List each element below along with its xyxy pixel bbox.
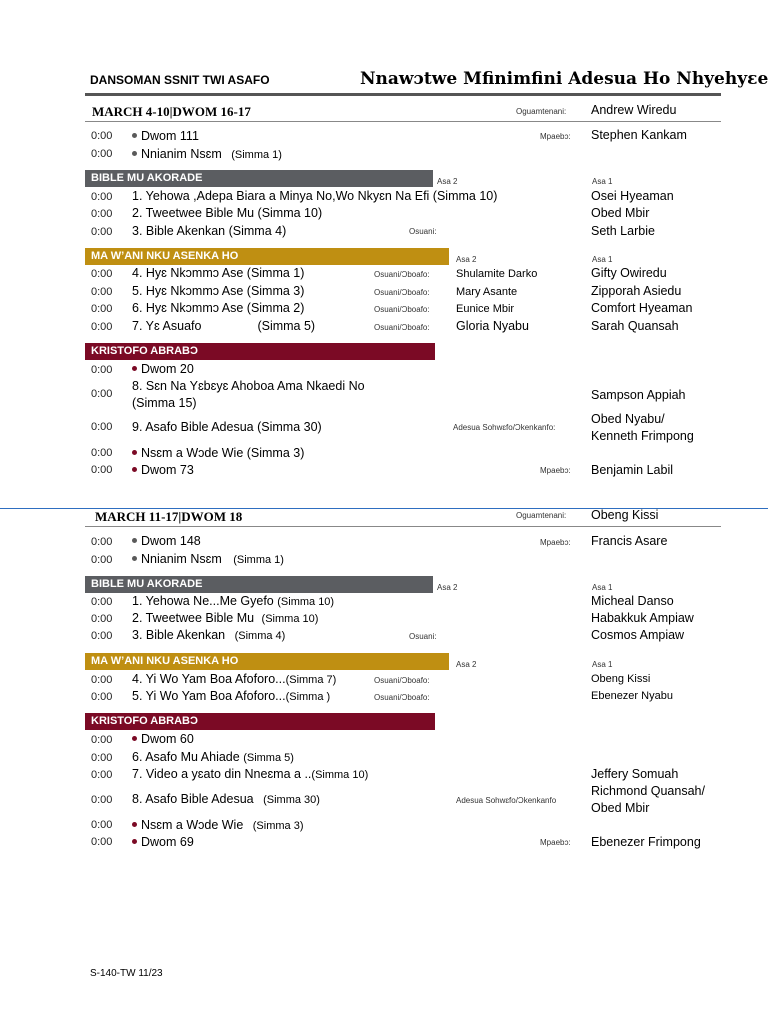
chairman-label: Oguamtenani: (516, 107, 567, 116)
conductor-reader-label: Adesua Sohwɛfo/Ɔkenkanfo: (453, 423, 556, 432)
section-ministry: MA W’ANI NKU ASENKA HO (85, 248, 449, 265)
time: 0:00 (91, 630, 113, 642)
time: 0:00 (91, 769, 113, 781)
prayer-name: Stephen Kankam (591, 128, 687, 142)
song-item: Dwom 73 (132, 463, 194, 477)
time: 0:00 (91, 130, 113, 142)
living-item-duration: (Simma 15) (132, 396, 197, 410)
assignee-name: Osei Hyeaman (591, 189, 674, 203)
ministry-item: 7. Yɛ Asuafo (Simma 5) (132, 319, 316, 333)
week-title: MARCH 11-17|DWOM 18 (95, 509, 243, 524)
bullet-icon (132, 556, 137, 561)
hall1-name: Sarah Quansah (591, 319, 679, 333)
hall2-label: Asa 2 (437, 583, 458, 592)
bullet-icon (132, 736, 137, 741)
prayer-label: Mpaebɔ: (540, 466, 571, 475)
hall1-label: Asa 1 (592, 177, 613, 186)
form-code: S-140-TW 11/23 (90, 968, 163, 979)
section-ministry: MA W’ANI NKU ASENKA HO (85, 653, 449, 670)
song-item: Dwom 60 (132, 732, 194, 746)
hall1-name: Gifty Owiredu (591, 266, 667, 280)
cbs-item: 9. Asafo Bible Adesua (Simma 30) (132, 420, 322, 434)
prayer-label: Mpaebɔ: (540, 132, 571, 141)
prayer-label: Mpaebɔ: (540, 538, 571, 547)
conductor-name: Obed Nyabu/ (591, 412, 665, 426)
opening-comments: Nnianim Nsɛm (Simma 1) (132, 147, 282, 161)
bullet-icon (132, 467, 137, 472)
talk-item: 1. Yehowa ,Adepa Biara a Minya No,Wo Nkyɛn Na Efi (Simma 10) (132, 189, 498, 203)
living-item: 6. Asafo Mu Ahiade (Simma 5) (132, 750, 294, 764)
time: 0:00 (91, 794, 113, 806)
hall1-label: Asa 1 (592, 583, 613, 592)
conductor-reader-label: Adesua Sohwɛfo/Ɔkenkanfo (456, 796, 557, 805)
hall1-label: Asa 1 (592, 255, 613, 264)
header-rule (85, 93, 721, 96)
song-item: Dwom 20 (132, 362, 194, 376)
prayer-name: Benjamin Labil (591, 463, 673, 477)
week-rule (85, 121, 721, 122)
time: 0:00 (91, 208, 113, 220)
conductor-name: Richmond Quansah/ (591, 784, 705, 798)
student-assistant-label: Osuani/Ɔboafo: (374, 676, 430, 685)
student-assistant-label: Osuani/Ɔboafo: (374, 323, 430, 332)
reader-name: Kenneth Frimpong (591, 429, 694, 443)
hall1-label: Asa 1 (592, 660, 613, 669)
chairman-name: Obeng Kissi (591, 508, 659, 522)
time: 0:00 (91, 596, 113, 608)
section-treasures: BIBLE MU AKORADE (85, 170, 433, 187)
cbs-item: 8. Asafo Bible Adesua (Simma 30) (132, 792, 320, 806)
student-assistant-label: Osuani/Ɔboafo: (374, 693, 430, 702)
time: 0:00 (91, 321, 113, 333)
congregation-name: DANSOMAN SSNIT TWI ASAFO (90, 73, 270, 87)
concluding-comments: Nsɛm a Wɔde Wie (Simma 3) (132, 446, 304, 460)
time: 0:00 (91, 226, 113, 238)
reader-name: Obed Mbir (591, 801, 650, 815)
student-assistant-label: Osuani/Ɔboafo: (374, 305, 430, 314)
prayer-label: Mpaebɔ: (540, 838, 571, 847)
talk-item: 1. Yehowa Ne...Me Gyefo (Simma 10) (132, 594, 335, 608)
song-item: Dwom 111 (132, 129, 199, 143)
time: 0:00 (91, 191, 113, 203)
hall2-label: Asa 2 (456, 255, 477, 264)
chairman-label: Oguamtenani: (516, 511, 567, 520)
assignee-name: Seth Larbie (591, 224, 655, 238)
week-title: MARCH 4-10|DWOM 16-17 (92, 104, 251, 119)
prayer-name: Francis Asare (591, 534, 668, 548)
hall2-name: Shulamite Darko (456, 268, 538, 280)
living-item: 7. Video a yɛato din Nneɛma a ..(Simma 10) (132, 767, 369, 781)
time: 0:00 (91, 819, 113, 831)
song-item: Dwom 148 (132, 534, 201, 548)
bullet-icon (132, 450, 137, 455)
student-label: Osuani: (409, 632, 437, 641)
hall1-name: Zipporah Asiedu (591, 284, 682, 298)
time: 0:00 (91, 303, 113, 315)
bullet-icon (132, 822, 137, 827)
hall2-label: Asa 2 (456, 660, 477, 669)
bullet-icon (132, 839, 137, 844)
bullet-icon (132, 133, 137, 138)
hall2-name: Mary Asante (456, 286, 518, 298)
time: 0:00 (91, 536, 113, 548)
time: 0:00 (91, 421, 113, 433)
gems-item: 2. Tweetwee Bible Mu (Simma 10) (132, 206, 323, 220)
time: 0:00 (91, 674, 113, 686)
assignee-name: Obed Mbir (591, 206, 650, 220)
time: 0:00 (91, 734, 113, 746)
hall2-name: Eunice Mbir (456, 303, 515, 315)
section-living: KRISTOFO ABRABƆ (85, 343, 435, 360)
time: 0:00 (91, 364, 113, 376)
time: 0:00 (91, 148, 113, 160)
time: 0:00 (91, 464, 113, 476)
time: 0:00 (91, 613, 113, 625)
time: 0:00 (91, 286, 113, 298)
hall2-name: Gloria Nyabu (456, 319, 529, 333)
time: 0:00 (91, 388, 113, 400)
opening-comments: Nnianim Nsɛm (Simma 1) (132, 552, 284, 566)
ministry-item: 6. Hyɛ Nkɔmmɔ Ase (Simma 2) (132, 301, 305, 315)
assignee-name: Cosmos Ampiaw (591, 628, 685, 642)
time: 0:00 (91, 691, 113, 703)
ministry-item: 5. Yi Wo Yam Boa Afoforo...(Simma ) (132, 689, 331, 703)
page-title: Nnawɔtwe Mfinimfini Adesua Ho Nhyehyɛe (360, 69, 768, 89)
student-assistant-label: Osuani/Ɔboafo: (374, 270, 430, 279)
ministry-item: 4. Yi Wo Yam Boa Afoforo...(Simma 7) (132, 672, 337, 686)
living-item: 8. Sɛn Na Yɛbɛyɛ Ahoboa Ama Nkaedi No (132, 379, 365, 393)
gems-item: 2. Tweetwee Bible Mu (Simma 10) (132, 611, 319, 625)
time: 0:00 (91, 836, 113, 848)
time: 0:00 (91, 752, 113, 764)
student-assistant-label: Osuani/Ɔboafo: (374, 288, 430, 297)
assignee-name: Habakkuk Ampiaw (591, 611, 694, 625)
section-treasures: BIBLE MU AKORADE (85, 576, 433, 593)
time: 0:00 (91, 268, 113, 280)
assignee-name: Sampson Appiah (591, 388, 686, 402)
chairman-name: Andrew Wiredu (591, 103, 677, 117)
student-label: Osuani: (409, 227, 437, 236)
hall2-label: Asa 2 (437, 177, 458, 186)
hall1-name: Comfort Hyeaman (591, 301, 693, 315)
week-rule (85, 526, 721, 527)
prayer-name: Ebenezer Frimpong (591, 835, 701, 849)
ministry-item: 4. Hyɛ Nkɔmmɔ Ase (Simma 1) (132, 266, 305, 280)
bible-reading-item: 3. Bible Akenkan (Simma 4) (132, 224, 287, 238)
section-living: KRISTOFO ABRABƆ (85, 713, 435, 730)
song-item: Dwom 69 (132, 835, 194, 849)
bullet-icon (132, 366, 137, 371)
ministry-item: 5. Hyɛ Nkɔmmɔ Ase (Simma 3) (132, 284, 305, 298)
bullet-icon (132, 538, 137, 543)
hall1-name: Obeng Kissi (591, 673, 651, 685)
bullet-icon (132, 151, 137, 156)
assignee-name: Jeffery Somuah (591, 767, 679, 781)
assignee-name: Micheal Danso (591, 594, 674, 608)
concluding-comments: Nsɛm a Wɔde Wie (Simma 3) (132, 818, 304, 832)
bible-reading-item: 3. Bible Akenkan (Simma 4) (132, 628, 286, 642)
time: 0:00 (91, 554, 113, 566)
hall1-name: Ebenezer Nyabu (591, 690, 673, 702)
time: 0:00 (91, 447, 113, 459)
